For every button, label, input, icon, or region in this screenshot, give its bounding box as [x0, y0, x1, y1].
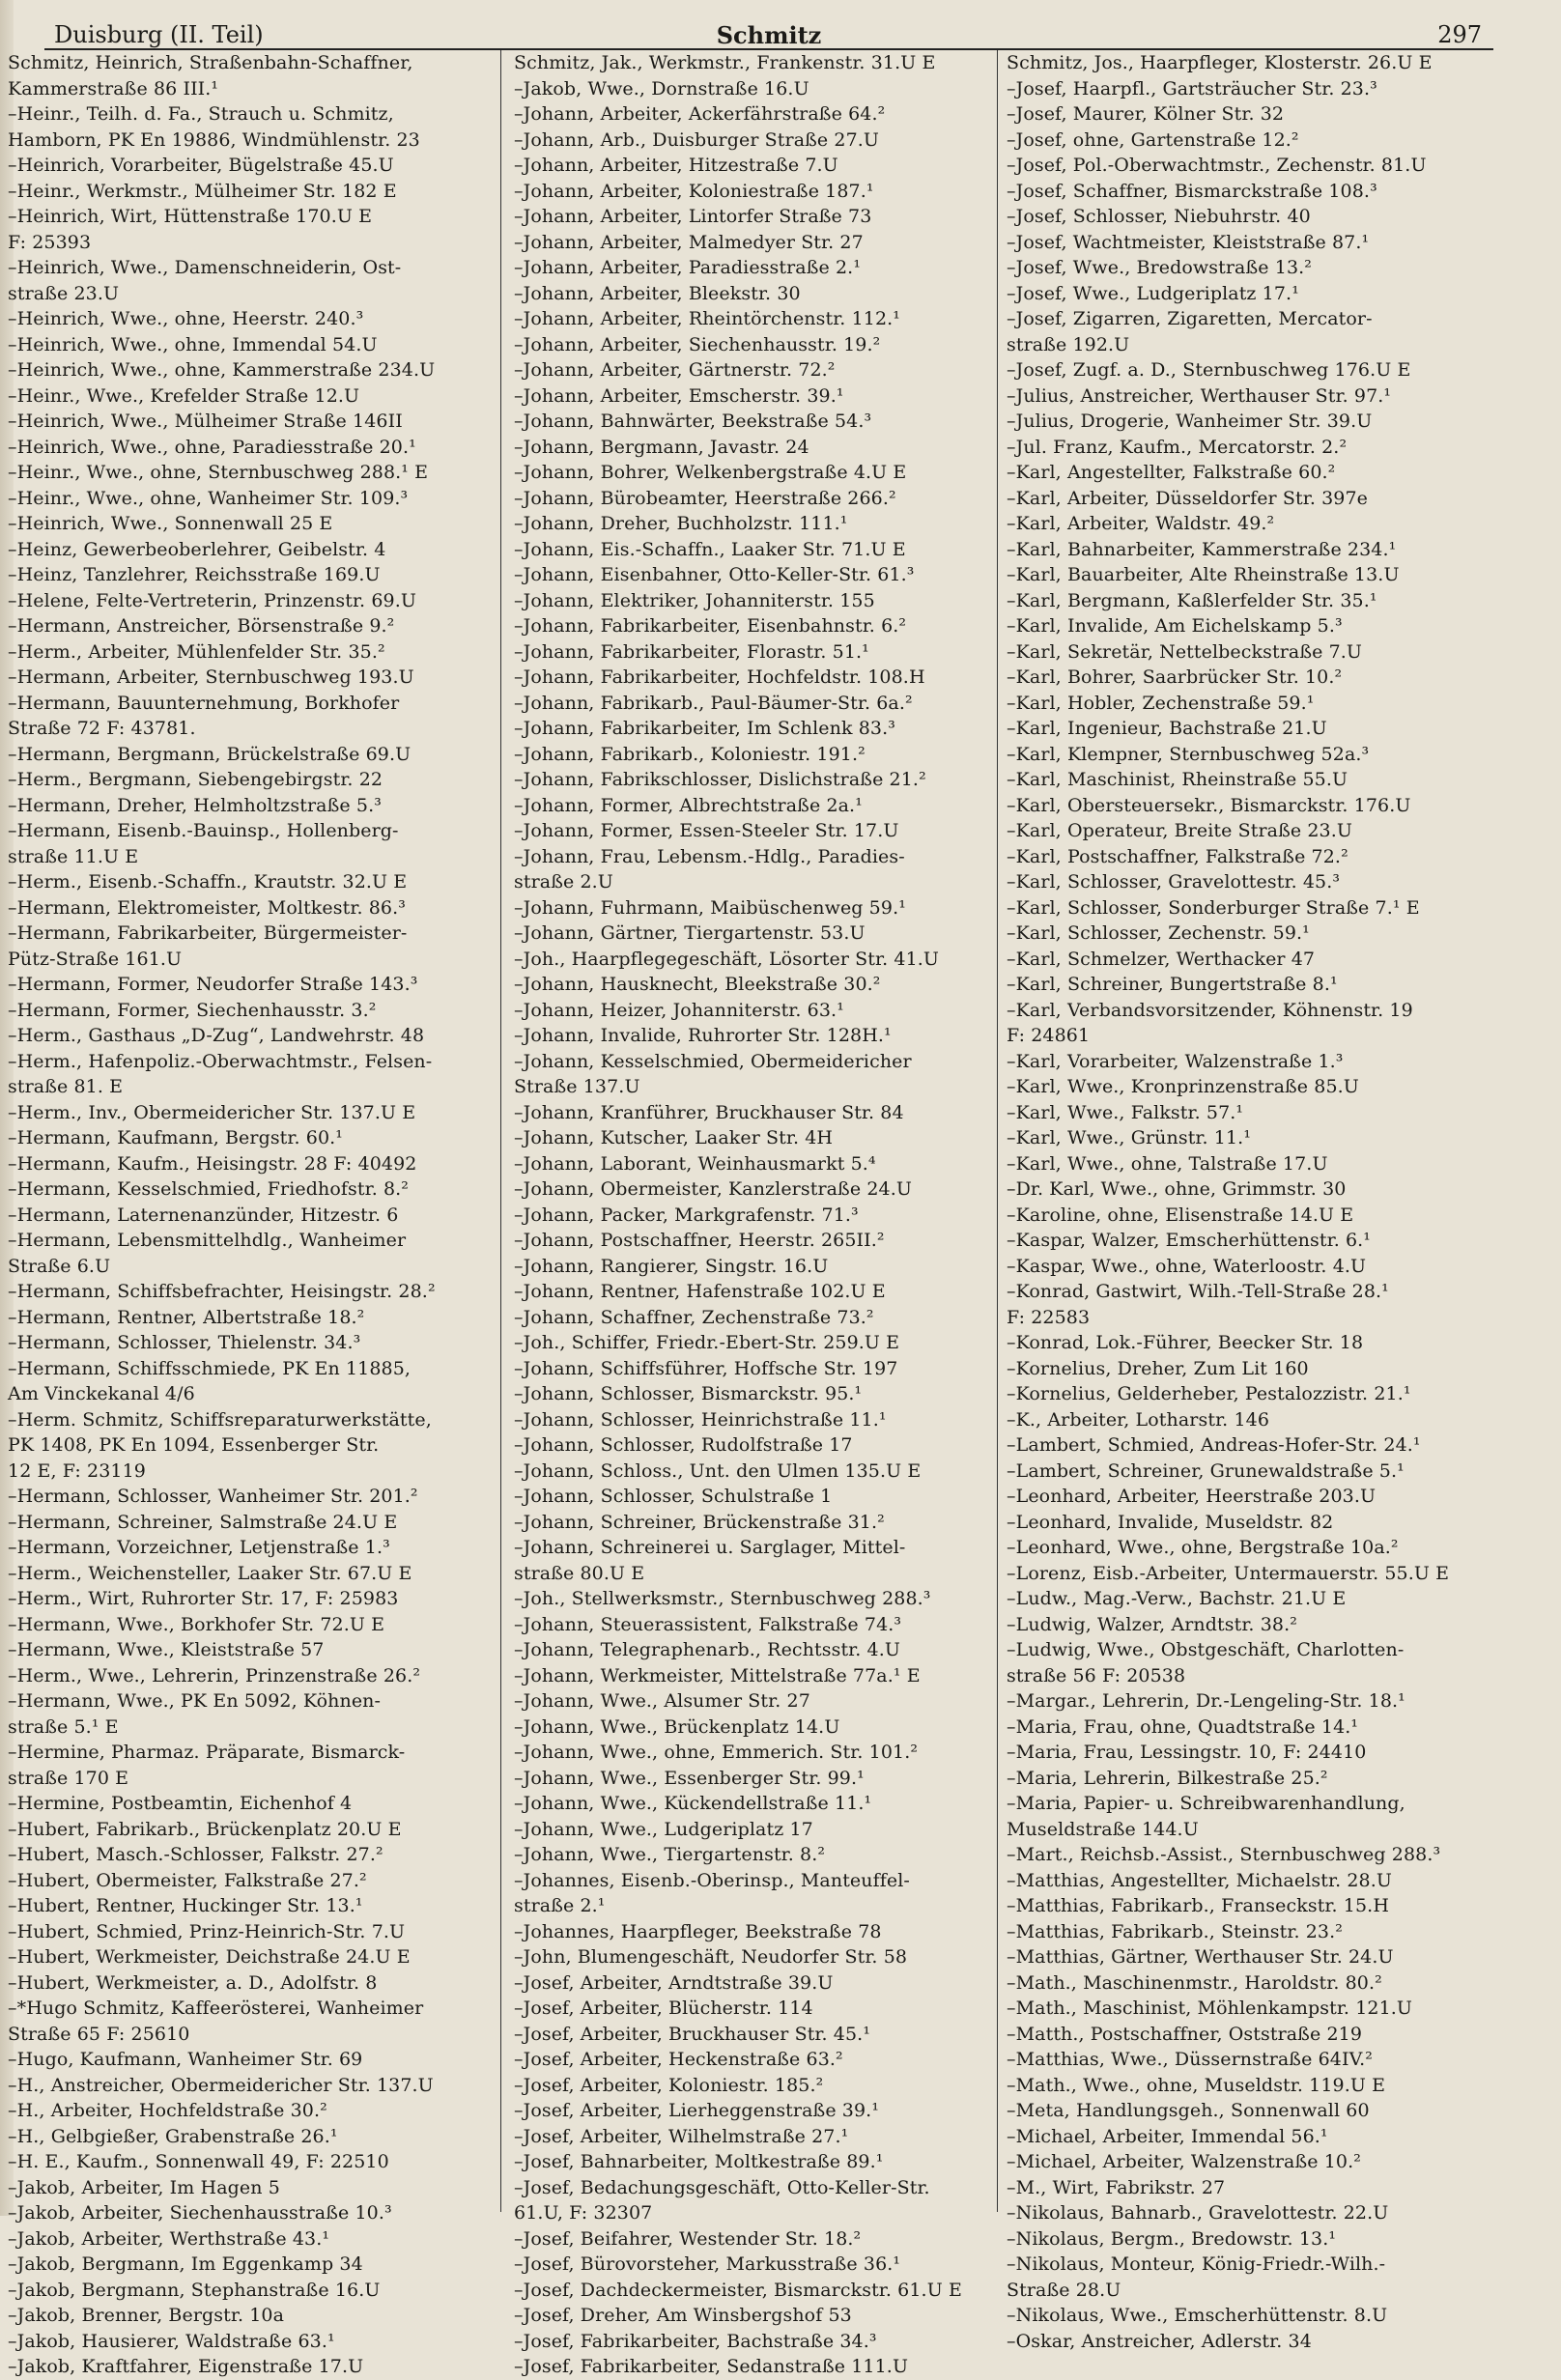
- directory-entry-line: –Johann, Steuerassistent, Falkstraße 74.³: [514, 1613, 902, 1635]
- directory-entry-line: straße 5.¹ E: [8, 1715, 119, 1738]
- directory-entry-line: –H. E., Kaufm., Sonnenwall 49, F: 22510: [8, 2151, 389, 2172]
- directory-entry-line: –Hubert, Masch.-Schlosser, Falkstr. 27.²: [8, 1844, 383, 1865]
- directory-entry-line: F: 24861: [1007, 1025, 1091, 1046]
- directory-entry-line: –Johann, Bergmann, Javastr. 24: [514, 436, 809, 458]
- directory-entry-line: –Josef, Arbeiter, Lierheggenstraße 39.¹: [514, 2100, 880, 2121]
- directory-entry-line: –Matthias, Gärtner, Werthauser Str. 24.U: [1007, 1946, 1394, 1968]
- directory-entry-line: –Oskar, Anstreicher, Adlerstr. 34: [1007, 2330, 1312, 2352]
- directory-entry-line: –Karl, Schlosser, Gravelottestr. 45.³: [1007, 871, 1341, 892]
- directory-entry-line: –Johann, Telegraphenarb., Rechtsstr. 4.U: [514, 1639, 900, 1660]
- directory-entry-line: –Herm., Arbeiter, Mühlenfelder Str. 35.²: [8, 640, 385, 663]
- directory-entry-line: straße 2.¹: [514, 1895, 606, 1916]
- directory-entry-line: –Johann, Schaffner, Zechenstraße 73.²: [514, 1306, 874, 1328]
- directory-entry-line: –Johann, Frau, Lebensm.-Hdlg., Paradies-: [514, 845, 905, 867]
- directory-entry-line: –Hubert, Werkmeister, Deichstraße 24.U E: [8, 1946, 411, 1968]
- directory-entry-line: –Hubert, Werkmeister, a. D., Adolfstr. 8: [8, 1971, 378, 1994]
- directory-entry-line: Straße 28.U: [1007, 2279, 1121, 2301]
- directory-entry-line: –Konrad, Gastwirt, Wilh.-Tell-Straße 28.¹: [1007, 1281, 1389, 1302]
- directory-entry-line: –Johann, Werkmeister, Mittelstraße 77a.¹ E: [514, 1664, 921, 1686]
- directory-entry-line: Straße 72 F: 43781.: [8, 718, 196, 739]
- directory-entry-line: –Hermann, Schiffsschmiede, PK En 11885,: [8, 1357, 412, 1379]
- directory-entry-line: –Karl, Bohrer, Saarbrücker Str. 10.²: [1007, 666, 1343, 688]
- directory-entry-line: –Karl, Postschaffner, Falkstraße 72.²: [1007, 845, 1348, 867]
- directory-entry-line: Straße 137.U: [514, 1076, 640, 1097]
- directory-entry-line: –Math., Wwe., ohne, Museldstr. 119.U E: [1007, 2074, 1386, 2096]
- directory-entry-line: –Johann, Wwe., Essenberger Str. 99.¹: [514, 1767, 865, 1789]
- directory-entry-line: –H., Gelbgießer, Grabenstraße 26.¹: [8, 2125, 338, 2147]
- directory-entry-line: –Joh., Schiffer, Friedr.-Ebert-Str. 259.U E: [514, 1332, 900, 1353]
- directory-entry-line: –Johann, Arbeiter, Siechenhausstr. 19.²: [514, 333, 881, 355]
- directory-entry-line: –Josef, Arbeiter, Arndtstraße 39.U: [514, 1971, 834, 1994]
- directory-entry-line: –M., Wirt, Fabrikstr. 27: [1007, 2176, 1226, 2198]
- directory-entry-line: –Nikolaus, Bahnarb., Gravelottestr. 22.U: [1007, 2202, 1389, 2224]
- directory-entry-line: –Josef, Haarpfl., Gartsträucher Str. 23.³: [1007, 77, 1377, 99]
- directory-entry-line: –Hermann, Wwe., PK En 5092, Köhnen-: [8, 1690, 382, 1712]
- directory-entry-line: –Heinr., Werkmstr., Mülheimer Str. 182 E: [8, 180, 397, 202]
- directory-entry-line: –Karl, Wwe., Falkstr. 57.¹: [1007, 1101, 1244, 1123]
- directory-entry-line: –Johann, Schlosser, Schulstraße 1: [514, 1486, 833, 1507]
- directory-entry-line: –Josef, Schlosser, Niebuhrstr. 40: [1007, 206, 1311, 227]
- directory-entry-line: Schmitz, Jak., Werkmstr., Frankenstr. 31.U E: [514, 52, 936, 73]
- directory-entry-line: –Michael, Arbeiter, Walzenstraße 10.²: [1007, 2151, 1361, 2172]
- directory-entry-line: –Karl, Hobler, Zechenstraße 59.¹: [1007, 692, 1315, 714]
- directory-entry-line: –Josef, ohne, Gartenstraße 12.²: [1007, 128, 1299, 151]
- column-1: [4, 50, 495, 2377]
- directory-entry-line: –Johannes, Eisenb.-Oberinsp., Manteuffel-: [514, 1869, 910, 1891]
- directory-entry-line: –Johann, Hausknecht, Bleekstraße 30.²: [514, 974, 881, 995]
- directory-entry-line: Hamborn, PK En 19886, Windmühlenstr. 23: [8, 128, 420, 151]
- directory-entry-line: –Karl, Operateur, Breite Straße 23.U: [1007, 820, 1352, 841]
- directory-entry-line: –Matthias, Wwe., Düssernstraße 64IV.²: [1007, 2049, 1373, 2070]
- directory-entry-line: –Hubert, Rentner, Huckinger Str. 13.¹: [8, 1895, 363, 1916]
- directory-entry-line: straße 23.U: [8, 282, 120, 304]
- directory-entry-line: –Josef, Bahnarbeiter, Moltkestraße 89.¹: [514, 2151, 884, 2172]
- directory-entry-line: –Heinr., Wwe., ohne, Wanheimer Str. 109.³: [8, 487, 409, 509]
- directory-entry-line: –Hermann, Wwe., Kleiststraße 57: [8, 1639, 325, 1660]
- directory-entry-line: –Josef, Bürovorsteher, Markusstraße 36.¹: [514, 2253, 901, 2275]
- directory-entry-line: –Karl, Arbeiter, Waldstr. 49.²: [1007, 513, 1275, 534]
- directory-entry-line: –Herm., Wwe., Lehrerin, Prinzenstraße 26.²: [8, 1664, 421, 1686]
- directory-entry-line: –Karl, Bergmann, Kaßlerfelder Str. 35.¹: [1007, 589, 1377, 611]
- directory-entry-line: –Herm., Bergmann, Siebengebirgstr. 22: [8, 769, 383, 790]
- directory-entry-line: –Johann, Fabrikarbeiter, Eisenbahnstr. 6.²: [514, 615, 907, 637]
- directory-entry-line: –Josef, Bedachungsgeschäft, Otto-Keller-Str.: [514, 2176, 930, 2198]
- directory-entry-line: 61.U, F: 32307: [514, 2202, 653, 2224]
- directory-entry-line: –Johann, Schlosser, Rudolfstraße 17: [514, 1434, 853, 1456]
- directory-entry-line: Pütz-Straße 161.U: [8, 948, 183, 970]
- directory-entry-line: –Josef, Arbeiter, Koloniestr. 185.²: [514, 2074, 824, 2096]
- directory-entry-line: –Ludw., Mag.-Verw., Bachstr. 21.U E: [1007, 1588, 1347, 1609]
- directory-entry-line: F: 25393: [8, 231, 92, 253]
- directory-entry-line: –Johann, Arbeiter, Paradiesstraße 2.¹: [514, 257, 862, 278]
- directory-entry-line: –Johann, Kutscher, Laaker Str. 4H: [514, 1127, 834, 1148]
- directory-entry-line: straße 192.U: [1007, 333, 1130, 355]
- directory-entry-line: –Johann, Obermeister, Kanzlerstraße 24.U: [514, 1178, 912, 1200]
- column-3: [1003, 50, 1499, 2352]
- directory-entry-line: straße 56 F: 20538: [1007, 1664, 1186, 1686]
- directory-entry-line: –Heinr., Teilh. d. Fa., Strauch u. Schmitz,: [8, 103, 394, 125]
- directory-entry-line: straße 80.U E: [514, 1562, 645, 1584]
- directory-entry-line: –Johann, Fabrikarb., Paul-Bäumer-Str. 6a.²: [514, 692, 913, 714]
- directory-entry-line: –Hermann, Kaufm., Heisingstr. 28 F: 40492: [8, 1152, 417, 1175]
- directory-entry-line: –K., Arbeiter, Lotharstr. 146: [1007, 1408, 1270, 1431]
- directory-entry-line: F: 22583: [1007, 1306, 1091, 1328]
- directory-entry-line: –Karl, Sekretär, Nettelbeckstraße 7.U: [1007, 640, 1363, 663]
- directory-entry-line: –Hermann, Laternenanzünder, Hitzestr. 6: [8, 1204, 399, 1226]
- directory-entry-line: –Karl, Invalide, Am Eichelskamp 5.³: [1007, 615, 1343, 637]
- directory-entry-line: –Hubert, Fabrikarb., Brückenplatz 20.U E: [8, 1818, 402, 1840]
- directory-entry-line: –Johann, Schiffsführer, Hoffsche Str. 197: [514, 1357, 898, 1379]
- directory-entry-line: –Heinrich, Wwe., ohne, Immendal 54.U: [8, 333, 378, 355]
- directory-entry-line: –Heinrich, Vorarbeiter, Bügelstraße 45.U: [8, 155, 394, 176]
- directory-entry-line: –Maria, Frau, ohne, Quadtstraße 14.¹: [1007, 1715, 1359, 1738]
- directory-entry-line: –Karl, Wwe., Kronprinzenstraße 85.U: [1007, 1076, 1359, 1097]
- directory-entry-line: –Hermann, Kaufmann, Bergstr. 60.¹: [8, 1127, 344, 1148]
- directory-entry-line: –Lorenz, Eisb.-Arbeiter, Untermauerstr. 55.U E: [1007, 1562, 1450, 1584]
- directory-entry-line: –Herm. Schmitz, Schiffsreparaturwerkstätte,: [8, 1408, 432, 1431]
- directory-entry-line: –Hermann, Bauunternehmung, Borkhofer: [8, 692, 400, 714]
- directory-entry-line: –Johann, Kranführer, Bruckhauser Str. 84: [514, 1101, 904, 1123]
- directory-entry-line: –Ludwig, Wwe., Obstgeschäft, Charlotten-: [1007, 1639, 1405, 1660]
- directory-entry-line: –Johann, Elektriker, Johanniterstr. 155: [514, 589, 875, 611]
- directory-entry-line: –Heinr., Wwe., ohne, Sternbuschweg 288.¹ E: [8, 462, 429, 483]
- directory-entry-line: –Josef, Fabrikarbeiter, Sedanstraße 111.U: [514, 2356, 909, 2377]
- directory-entry-line: –Jakob, Hausierer, Waldstraße 63.¹: [8, 2330, 335, 2352]
- directory-entry-line: –Johann, Schlosser, Heinrichstraße 11.¹: [514, 1408, 887, 1431]
- directory-entry-line: –Matth., Postschaffner, Oststraße 219: [1007, 2023, 1363, 2045]
- directory-entry-line: –Johann, Fabrikarbeiter, Florastr. 51.¹: [514, 640, 869, 663]
- directory-entry-line: –Herm., Wirt, Ruhrorter Str. 17, F: 25983: [8, 1588, 399, 1609]
- directory-entry-line: –Johann, Bohrer, Welkenbergstraße 4.U E: [514, 462, 907, 483]
- directory-entry-line: –Karl, Klempner, Sternbuschweg 52a.³: [1007, 743, 1370, 765]
- header-surname: Schmitz: [716, 21, 822, 49]
- directory-entry-line: –Josef, Zugf. a. D., Sternbuschweg 176.U E: [1007, 359, 1411, 381]
- directory-entry-line: –Herm., Weichensteller, Laaker Str. 67.U E: [8, 1562, 412, 1584]
- directory-entry-line: –Johann, Arbeiter, Hitzestraße 7.U: [514, 155, 838, 176]
- directory-entry-line: –Johann, Fabrikarbeiter, Hochfeldstr. 108.H: [514, 666, 925, 688]
- directory-entry-line: –Johann, Wwe., Ludgeriplatz 17: [514, 1818, 813, 1840]
- directory-entry-line: –Joh., Haarpflegegeschäft, Lösorter Str. 41.U: [514, 948, 940, 970]
- directory-entry-line: –Herm., Inv., Obermeidericher Str. 137.U E: [8, 1101, 416, 1123]
- directory-entry-line: –Josef, Maurer, Kölner Str. 32: [1007, 103, 1285, 125]
- directory-entry-line: –Jakob, Bergmann, Im Eggenkamp 34: [8, 2253, 363, 2275]
- directory-entry-line: –Hermann, Wwe., Borkhofer Str. 72.U E: [8, 1613, 385, 1635]
- directory-entry-line: –Hermann, Eisenb.-Bauinsp., Hollenberg-: [8, 820, 399, 841]
- directory-entry-line: –Johann, Arbeiter, Malmedyer Str. 27: [514, 231, 864, 253]
- directory-entry-line: –Hermann, Bergmann, Brückelstraße 69.U: [8, 743, 412, 765]
- directory-entry-line: –Heinrich, Wwe., ohne, Paradiesstraße 20.¹: [8, 436, 416, 458]
- directory-entry-line: –Math., Maschinenmstr., Haroldstr. 80.²: [1007, 1971, 1382, 1994]
- directory-entry-line: –Hermann, Rentner, Albertstraße 18.²: [8, 1306, 365, 1328]
- directory-entry-line: –Josef, Dreher, Am Winsbergshof 53: [514, 2305, 852, 2326]
- directory-entry-line: straße 81. E: [8, 1076, 124, 1097]
- directory-entry-line: –Johann, Invalide, Ruhrorter Str. 128H.¹: [514, 1025, 892, 1046]
- directory-entry-line: –*Hugo Schmitz, Kaffeerösterei, Wanheimer: [8, 1998, 424, 2019]
- directory-entry-line: –Josef, Wwe., Bredowstraße 13.²: [1007, 257, 1312, 278]
- directory-entry-line: straße 11.U E: [8, 845, 139, 867]
- directory-entry-line: –Hermann, Former, Siechenhausstr. 3.²: [8, 999, 377, 1021]
- directory-entry-line: –Johann, Wwe., Alsumer Str. 27: [514, 1690, 810, 1712]
- directory-entry-line: –Heinrich, Wwe., Damenschneiderin, Ost-: [8, 257, 402, 278]
- directory-entry-line: –Karoline, ohne, Elisenstraße 14.U E: [1007, 1204, 1354, 1226]
- directory-entry-line: –Johann, Arbeiter, Lintorfer Straße 73: [514, 206, 872, 227]
- directory-entry-line: 12 E, F: 23119: [8, 1459, 146, 1482]
- directory-entry-line: –Jakob, Arbeiter, Werthstraße 43.¹: [8, 2227, 330, 2250]
- directory-entry-line: –Hermann, Dreher, Helmholtzstraße 5.³: [8, 794, 382, 816]
- directory-entry-line: –Kornelius, Gelderheber, Pestalozzistr. 21.¹: [1007, 1383, 1411, 1404]
- directory-entry-line: –Karl, Schlosser, Sonderburger Straße 7.¹ E: [1007, 896, 1420, 919]
- column-divider: [500, 50, 501, 2212]
- directory-entry-line: –Johann, Arbeiter, Rheintörchenstr. 112.¹: [514, 308, 901, 329]
- directory-entry-line: –Leonhard, Invalide, Museldstr. 82: [1007, 1511, 1334, 1533]
- directory-entry-line: Kammerstraße 86 III.¹: [8, 77, 219, 99]
- directory-entry-line: straße 170 E: [8, 1767, 129, 1789]
- directory-entry-line: –Johann, Kesselschmied, Obermeidericher: [514, 1050, 912, 1072]
- header-city: Duisburg (II. Teil): [54, 21, 264, 48]
- directory-entry-line: –Hermann, Lebensmittelhdlg., Wanheimer: [8, 1230, 407, 1251]
- directory-entry-line: –Johann, Dreher, Buchholzstr. 111.¹: [514, 513, 848, 534]
- directory-entry-line: –Hermann, Vorzeichner, Letjenstraße 1.³: [8, 1537, 390, 1558]
- directory-entry-line: –Johann, Fabrikarb., Koloniestr. 191.²: [514, 743, 866, 765]
- directory-entry-line: Am Vinckekanal 4/6: [8, 1383, 195, 1404]
- directory-entry-line: –Karl, Angestellter, Falkstraße 60.²: [1007, 462, 1336, 483]
- directory-entry-line: –Johann, Wwe., ohne, Emmerich. Str. 101.²: [514, 1742, 919, 1763]
- directory-entry-line: –Johann, Arbeiter, Gärtnerstr. 72.²: [514, 359, 836, 381]
- directory-entry-line: –Johann, Postschaffner, Heerstr. 265II.²: [514, 1230, 885, 1251]
- directory-entry-line: –Karl, Obersteuersekr., Bismarckstr. 176.U: [1007, 794, 1411, 816]
- directory-entry-line: –Nikolaus, Wwe., Emscherhüttenstr. 8.U: [1007, 2305, 1388, 2326]
- directory-entry-line: –Johann, Wwe., Kückendellstraße 11.¹: [514, 1793, 872, 1814]
- directory-entry-line: –Matthias, Fabrikarb., Franseckstr. 15.H: [1007, 1895, 1389, 1916]
- directory-entry-line: –Herm., Gasthaus „D-Zug“, Landwehrstr. 48: [8, 1025, 425, 1046]
- directory-entry-line: –Margar., Lehrerin, Dr.-Lengeling-Str. 18.¹: [1007, 1690, 1405, 1712]
- directory-entry-line: –Johann, Schlosser, Bismarckstr. 95.¹: [514, 1383, 863, 1404]
- directory-entry-line: –Hermann, Arbeiter, Sternbuschweg 193.U: [8, 666, 414, 688]
- directory-entry-line: –Helene, Felte-Vertreterin, Prinzenstr. 69.U: [8, 589, 416, 611]
- directory-entry-line: –Jakob, Kraftfahrer, Eigenstraße 17.U: [8, 2356, 364, 2377]
- directory-entry-line: –Heinrich, Wirt, Hüttenstraße 170.U E: [8, 206, 373, 227]
- directory-entry-line: –Karl, Ingenieur, Bachstraße 21.U: [1007, 718, 1327, 739]
- directory-entry-line: –Josef, Schaffner, Bismarckstraße 108.³: [1007, 180, 1377, 202]
- directory-entry-line: –Johann, Bürobeamter, Heerstraße 266.²: [514, 487, 896, 509]
- directory-entry-line: –Hermann, Anstreicher, Börsenstraße 9.²: [8, 615, 395, 637]
- directory-entry-line: –Heinz, Tanzlehrer, Reichsstraße 169.U: [8, 564, 381, 585]
- directory-entry-line: –Johann, Eisenbahner, Otto-Keller-Str. 61.³: [514, 564, 915, 585]
- directory-entry-line: –Johann, Packer, Markgrafenstr. 71.³: [514, 1204, 859, 1226]
- directory-entry-line: –Johann, Rangierer, Singstr. 16.U: [514, 1255, 829, 1277]
- directory-entry-line: –Josef, Beifahrer, Westender Str. 18.²: [514, 2227, 862, 2250]
- directory-entry-line: –Johann, Schloss., Unt. den Ulmen 135.U E: [514, 1459, 922, 1482]
- directory-entry-line: –Karl, Wwe., ohne, Talstraße 17.U: [1007, 1152, 1328, 1175]
- directory-entry-line: –Johann, Schreinerei u. Sarglager, Mittel-: [514, 1537, 906, 1558]
- directory-entry-line: –Jakob, Arbeiter, Siechenhausstraße 10.³: [8, 2202, 392, 2224]
- directory-entry-line: –H., Anstreicher, Obermeidericher Str. 137.U: [8, 2074, 434, 2096]
- directory-entry-line: Schmitz, Jos., Haarpfleger, Klosterstr. 26.U E: [1007, 52, 1433, 73]
- directory-entry-line: Straße 65 F: 25610: [8, 2023, 190, 2045]
- directory-entry-line: –Johann, Former, Albrechtstraße 2a.¹: [514, 794, 863, 816]
- directory-entry-line: –Johann, Arbeiter, Emscherstr. 39.¹: [514, 384, 844, 407]
- directory-entry-line: –John, Blumengeschäft, Neudorfer Str. 58: [514, 1946, 908, 1968]
- directory-entry-line: straße 2.U: [514, 871, 613, 892]
- directory-entry-line: –Nikolaus, Bergm., Bredowstr. 13.¹: [1007, 2227, 1337, 2250]
- directory-entry-line: –Matthias, Fabrikarb., Steinstr. 23.²: [1007, 1920, 1343, 1942]
- directory-entry-line: –Hubert, Obermeister, Falkstraße 27.²: [8, 1869, 367, 1891]
- directory-entry-line: –Josef, Arbeiter, Bruckhauser Str. 45.¹: [514, 2023, 871, 2045]
- directory-entry-line: –Leonhard, Wwe., ohne, Bergstraße 10a.²: [1007, 1537, 1399, 1558]
- directory-entry-line: –Heinrich, Wwe., Mülheimer Straße 146II: [8, 411, 403, 432]
- directory-entry-line: –Konrad, Lok.-Führer, Beecker Str. 18: [1007, 1332, 1364, 1353]
- directory-entry-line: –Herm., Hafenpoliz.-Oberwachtmstr., Felsen-: [8, 1050, 433, 1072]
- directory-entry-line: –Johannes, Haarpfleger, Beekstraße 78: [514, 1920, 882, 1942]
- directory-entry-line: –Hermann, Former, Neudorfer Straße 143.³: [8, 974, 418, 995]
- directory-entry-line: –Hermann, Kesselschmied, Friedhofstr. 8.²: [8, 1178, 410, 1200]
- directory-entry-line: –Jul. Franz, Kaufm., Mercatorstr. 2.²: [1007, 436, 1348, 458]
- directory-entry-line: –Johann, Arbeiter, Bleekstr. 30: [514, 282, 801, 304]
- directory-entry-line: –Josef, Dachdeckermeister, Bismarckstr. 61.U E: [514, 2279, 962, 2301]
- directory-entry-line: –Johann, Heizer, Johanniterstr. 63.¹: [514, 999, 844, 1021]
- directory-entry-line: –Kornelius, Dreher, Zum Lit 160: [1007, 1357, 1309, 1379]
- directory-entry-line: –Leonhard, Arbeiter, Heerstraße 203.U: [1007, 1486, 1377, 1507]
- directory-entry-line: –Maria, Papier- u. Schreibwarenhandlung,: [1007, 1793, 1405, 1814]
- directory-entry-line: –Jakob, Wwe., Dornstraße 16.U: [514, 77, 809, 99]
- directory-entry-line: –Lambert, Schreiner, Grunewaldstraße 5.¹: [1007, 1459, 1405, 1482]
- directory-entry-line: –Johann, Rentner, Hafenstraße 102.U E: [514, 1281, 886, 1302]
- directory-entry-line: –Heinr., Wwe., Krefelder Straße 12.U: [8, 384, 360, 407]
- directory-entry-line: –Karl, Bahnarbeiter, Kammerstraße 234.¹: [1007, 538, 1397, 560]
- directory-entry-line: –Karl, Vorarbeiter, Walzenstraße 1.³: [1007, 1050, 1344, 1072]
- directory-entry-line: –Dr. Karl, Wwe., ohne, Grimmstr. 30: [1007, 1178, 1347, 1200]
- directory-entry-line: –Jakob, Arbeiter, Im Hagen 5: [8, 2176, 280, 2198]
- directory-entry-line: –Hermann, Fabrikarbeiter, Bürgermeister-: [8, 922, 408, 944]
- directory-entry-line: –Math., Maschinist, Möhlenkampstr. 121.U: [1007, 1998, 1413, 2019]
- directory-entry-line: –Joh., Stellwerksmstr., Sternbuschweg 288.³: [514, 1588, 931, 1609]
- directory-entry-line: –Hermine, Postbeamtin, Eichenhof 4: [8, 1793, 353, 1814]
- directory-entry-line: –Ludwig, Walzer, Arndtstr. 38.²: [1007, 1613, 1297, 1635]
- directory-entry-line: –Josef, Arbeiter, Blücherstr. 114: [514, 1998, 813, 2019]
- page-number: 297: [1437, 21, 1482, 48]
- directory-entry-line: –Johann, Gärtner, Tiergartenstr. 53.U: [514, 922, 866, 944]
- directory-entry-line: –Kaspar, Walzer, Emscherhüttenstr. 6.¹: [1007, 1230, 1372, 1251]
- directory-entry-line: –Jakob, Bergmann, Stephanstraße 16.U: [8, 2279, 381, 2301]
- directory-entry-line: –Heinrich, Wwe., Sonnenwall 25 E: [8, 513, 333, 534]
- directory-entry-line: –Julius, Drogerie, Wanheimer Str. 39.U: [1007, 411, 1373, 432]
- directory-entry-line: –Maria, Frau, Lessingstr. 10, F: 24410: [1007, 1742, 1367, 1763]
- directory-entry-line: –Johann, Schreiner, Brückenstraße 31.²: [514, 1511, 885, 1533]
- directory-entry-line: PK 1408, PK En 1094, Essenberger Str.: [8, 1434, 380, 1456]
- directory-entry-line: –Karl, Schreiner, Bungertstraße 8.¹: [1007, 974, 1338, 995]
- directory-entry-line: –Meta, Handlungsgeh., Sonnenwall 60: [1007, 2100, 1370, 2121]
- directory-entry-line: –H., Arbeiter, Hochfeldstraße 30.²: [8, 2100, 327, 2121]
- directory-entry-line: Schmitz, Heinrich, Straßenbahn-Schaffner,: [8, 52, 413, 73]
- directory-entry-line: –Hermann, Schiffsbefrachter, Heisingstr. 28.²: [8, 1281, 436, 1302]
- directory-entry-line: –Josef, Wwe., Ludgeriplatz 17.¹: [1007, 282, 1299, 304]
- directory-entry-line: –Heinrich, Wwe., ohne, Heerstr. 240.³: [8, 308, 364, 329]
- directory-entry-line: –Mart., Reichsb.-Assist., Sternbuschweg 288.³: [1007, 1844, 1441, 1865]
- directory-entry-line: –Johann, Former, Essen-Steeler Str. 17.U: [514, 820, 899, 841]
- directory-entry-line: Straße 6.U: [8, 1255, 111, 1277]
- directory-entry-line: –Hermann, Schlosser, Wanheimer Str. 201.²: [8, 1486, 418, 1507]
- directory-entry-line: –Karl, Arbeiter, Düsseldorfer Str. 397e: [1007, 487, 1369, 509]
- directory-entry-line: –Karl, Bauarbeiter, Alte Rheinstraße 13.U: [1007, 564, 1400, 585]
- directory-entry-line: –Hubert, Schmied, Prinz-Heinrich-Str. 7.U: [8, 1920, 406, 1942]
- directory-entry-line: –Josef, Arbeiter, Heckenstraße 63.²: [514, 2049, 843, 2070]
- directory-entry-line: –Heinrich, Wwe., ohne, Kammerstraße 234.U: [8, 359, 436, 381]
- directory-entry-line: –Josef, Arbeiter, Wilhelmstraße 27.¹: [514, 2125, 849, 2147]
- directory-entry-line: –Johann, Fuhrmann, Maibüschenweg 59.¹: [514, 896, 906, 919]
- directory-entry-line: –Johann, Eis.-Schaffn., Laaker Str. 71.U E: [514, 538, 906, 560]
- directory-entry-line: –Johann, Wwe., Brückenplatz 14.U: [514, 1715, 840, 1738]
- directory-entry-line: –Jakob, Brenner, Bergstr. 10a: [8, 2305, 285, 2326]
- directory-entry-line: –Lambert, Schmied, Andreas-Hofer-Str. 24.¹: [1007, 1434, 1421, 1456]
- directory-entry-line: –Hugo, Kaufmann, Wanheimer Str. 69: [8, 2049, 363, 2070]
- directory-entry-line: –Herm., Eisenb.-Schaffn., Krautstr. 32.U E: [8, 871, 408, 892]
- directory-entry-line: –Karl, Schlosser, Zechenstr. 59.¹: [1007, 922, 1310, 944]
- directory-entry-line: –Hermann, Schlosser, Thielenstr. 34.³: [8, 1332, 361, 1353]
- directory-entry-line: –Johann, Arb., Duisburger Straße 27.U: [514, 128, 880, 151]
- directory-entry-line: Museldstraße 144.U: [1007, 1818, 1199, 1840]
- directory-entry-line: –Hermann, Schreiner, Salmstraße 24.U E: [8, 1511, 398, 1533]
- directory-entry-line: –Kaspar, Wwe., ohne, Waterloostr. 4.U: [1007, 1255, 1367, 1277]
- directory-entry-line: –Johann, Fabrikschlosser, Dislichstraße 21.²: [514, 769, 926, 790]
- directory-entry-line: –Johann, Laborant, Weinhausmarkt 5.⁴: [514, 1152, 876, 1175]
- directory-entry-line: –Hermann, Elektromeister, Moltkestr. 86.³: [8, 896, 406, 919]
- directory-entry-line: –Johann, Wwe., Tiergartenstr. 8.²: [514, 1844, 826, 1865]
- directory-entry-line: –Josef, Pol.-Oberwachtmstr., Zechenstr. 81.U: [1007, 155, 1427, 176]
- directory-entry-line: –Maria, Lehrerin, Bilkestraße 25.²: [1007, 1767, 1328, 1789]
- directory-entry-line: –Josef, Wachtmeister, Kleiststraße 87.¹: [1007, 231, 1370, 253]
- directory-entry-line: –Josef, Zigarren, Zigaretten, Mercator-: [1007, 308, 1373, 329]
- directory-entry-line: –Nikolaus, Monteur, König-Friedr.-Wilh.-: [1007, 2253, 1386, 2275]
- directory-entry-line: –Hermine, Pharmaz. Präparate, Bismarck-: [8, 1742, 406, 1763]
- directory-entry-line: –Karl, Maschinist, Rheinstraße 55.U: [1007, 769, 1348, 790]
- column-2: [510, 50, 993, 2377]
- directory-entry-line: –Johann, Fabrikarbeiter, Im Schlenk 83.³: [514, 718, 895, 739]
- directory-entry-line: –Heinz, Gewerbeoberlehrer, Geibelstr. 4: [8, 538, 386, 560]
- directory-entry-line: –Johann, Bahnwärter, Beekstraße 54.³: [514, 411, 872, 432]
- directory-entry-line: –Matthias, Angestellter, Michaelstr. 28.U: [1007, 1869, 1392, 1891]
- directory-entry-line: –Karl, Schmelzer, Werthacker 47: [1007, 948, 1316, 970]
- directory-entry-line: –Julius, Anstreicher, Werthauser Str. 97.¹: [1007, 384, 1392, 407]
- directory-entry-line: –Karl, Verbandsvorsitzender, Köhnenstr. 19: [1007, 999, 1413, 1021]
- page-header: [44, 14, 1493, 50]
- directory-entry-line: –Josef, Fabrikarbeiter, Bachstraße 34.³: [514, 2330, 877, 2352]
- directory-entry-line: –Johann, Arbeiter, Ackerfährstraße 64.²: [514, 103, 886, 125]
- directory-entry-line: –Johann, Arbeiter, Koloniestraße 187.¹: [514, 180, 874, 202]
- column-divider: [997, 50, 998, 2212]
- directory-entry-line: –Karl, Wwe., Grünstr. 11.¹: [1007, 1127, 1252, 1148]
- directory-entry-line: –Michael, Arbeiter, Immendal 56.¹: [1007, 2125, 1328, 2147]
